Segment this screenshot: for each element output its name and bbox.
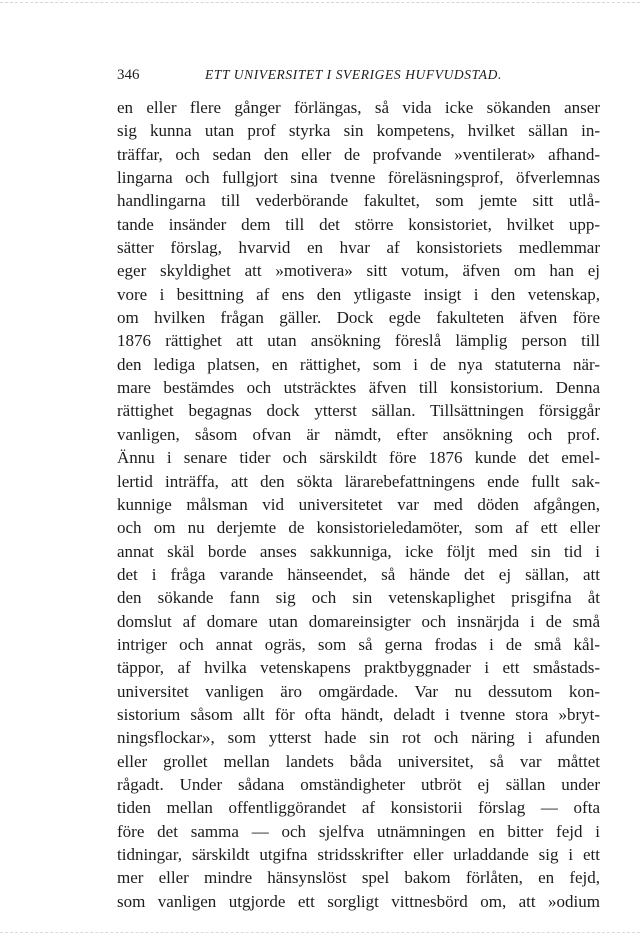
text-line: sätter förslag, hvarvid en hvar af konsistoriets medlemmar [117, 238, 600, 258]
scan-edge-top [0, 2, 640, 3]
text-line: tiden mellan offentliggörandet af konsistorii förslag — ofta [117, 798, 600, 818]
text-line: lingarna och fullgjort sina tvenne föreläsningsprof, öfverlemnas [117, 168, 600, 188]
text-line: intriger och annat ogräs, som så gerna frodas i de små kål- [117, 634, 600, 654]
text-line: lertid inträffa, att den sökta lärarebefattningens ende fullt sak- [117, 471, 600, 491]
text-line: mare bestämdes och utsträcktes äfven till konsistorium. Denna [117, 378, 600, 398]
text-line: före det samma — och sjelfva utnämningen en bitter fejd i [117, 821, 600, 841]
text-line: täppor, af hvilka vetenskapens praktbyggnader i ett småstads- [117, 658, 600, 678]
text-line: och om nu derjemte de konsistorieledamöter, som af ett eller [117, 518, 600, 538]
text-line: annat skäl borde anses sakkunniga, icke följt med sin tid i [117, 541, 600, 561]
text-line: en eller flere gånger förlängas, så vida icke sökanden anser [117, 98, 600, 117]
text-line: som vanligen utgjorde ett sorgligt vittnesbörd om, att »odium [117, 891, 600, 911]
text-line: kunnige målsman vid universitetet var med döden afgången, [117, 494, 600, 514]
text-line: sistorium såsom allt för ofta händt, deladt i tvenne stora »bryt- [117, 704, 600, 724]
text-line: den lediga platsen, en rättighet, som i de nya statuterna när- [117, 354, 600, 374]
text-line: det i fråga varande hänseendet, så hände det ej sällan, att [117, 564, 600, 584]
text-line: ningsflockar», som ytterst hade sin rot och näring i afunden [117, 728, 600, 748]
text-line: tidningar, särskildt utgifna stridsskrifter eller urladdande sig i ett [117, 845, 600, 864]
text-line: om hvilken frågan gäller. Dock egde fakulteten äfven före [117, 308, 600, 328]
text-line: den sökande fann sig och sin vetenskaplighet prisgifna åt [117, 588, 600, 608]
text-line: eller grollet mellan landets båda universitet, så var måttet [117, 751, 600, 771]
body-text [117, 96, 600, 913]
text-line: sig kunna utan prof styrka sin kompetens, hvilket sällan in- [117, 121, 600, 141]
page-number: 346 [117, 67, 140, 83]
text-line: mer eller mindre hänsynslöst spel bakom förlåten, en fejd, [117, 868, 600, 888]
page-header [117, 64, 599, 86]
text-line: Ännu i senare tider och särskildt före 1876 kunde det emel- [117, 448, 600, 468]
text-line: 1876 rättighet att utan ansökning föreslå lämplig person till [117, 331, 600, 351]
running-title: ETT UNIVERSITET I SVERIGES HUFVUDSTAD. [205, 67, 502, 82]
text-line: vanligen, såsom ofvan är nämdt, efter ansökning och prof. [117, 424, 600, 444]
text-line: eger skyldighet att »motivera» sitt votum, äfven om han ej [117, 261, 600, 281]
text-line: rättighet begagnas dock ytterst sällan. Tillsättningen försiggår [117, 401, 600, 421]
text-line: tande insänder dem till det större konsistoriet, hvilket upp- [117, 214, 600, 234]
scan-edge-bottom [0, 932, 640, 933]
text-line: vore i besittning af ens den ytligaste insigt i den vetenskap, [117, 284, 600, 304]
text-line: universitet vanligen äro omgärdade. Var nu dessutom kon- [117, 681, 600, 701]
text-line: träffar, och sedan den eller de profvande »ventilerat» afhand- [117, 144, 600, 164]
text-line: handlingarna till vederbörande fakultet, som jemte sitt utlå- [117, 191, 600, 211]
text-line: rågadt. Under sådana omständigheter utbröt ej sällan under [117, 774, 600, 794]
text-line: domslut af domare utan domareinsigter och insnärjda i de små [117, 611, 600, 631]
